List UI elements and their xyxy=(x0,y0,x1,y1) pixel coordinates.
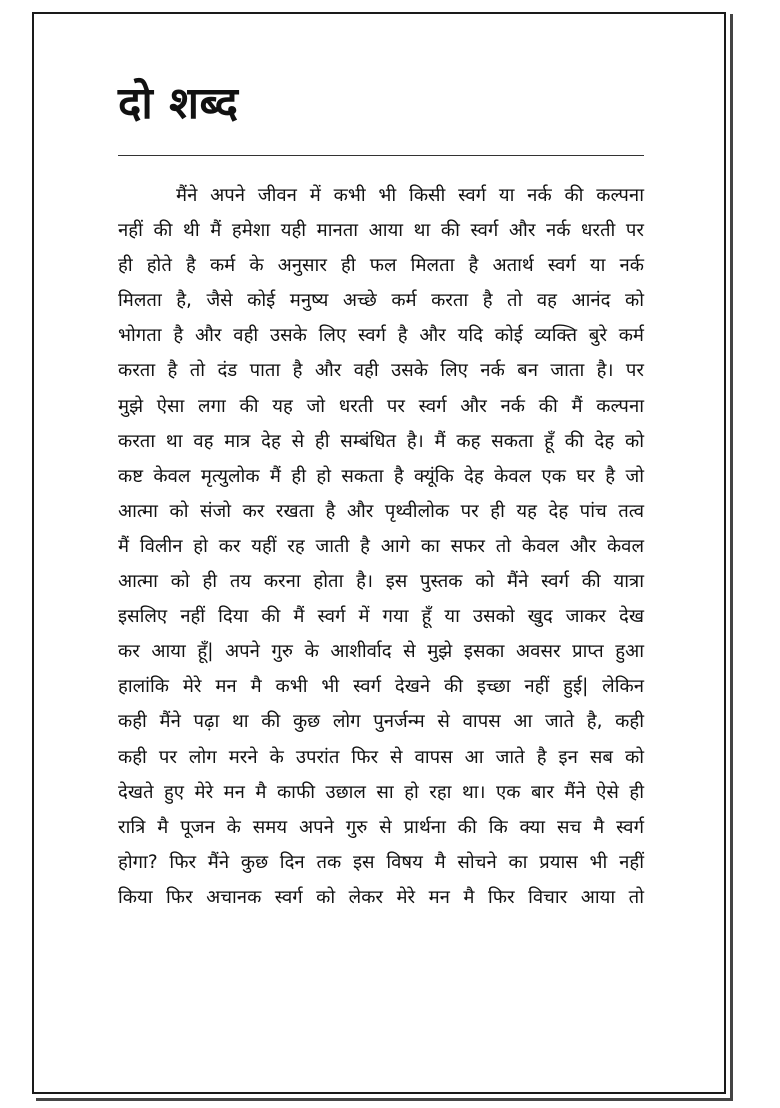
text-line: आत्मा को संजो कर रखता है और पृथ्वीलोक पर ही यह देह पांच तत्व xyxy=(118,500,644,522)
text-line: मुझे ऐसा लगा की यह जो धरती पर स्वर्ग और नर्क की मैं कल्पना xyxy=(118,395,644,417)
text-line: इसलिए नहीं दिया की मैं स्वर्ग में गया हूँ या उसको खुद जाकर देख xyxy=(118,606,644,628)
text-line: कही पर लोग मरने के उपरांत फिर से वापस आ जाते है इन सब को xyxy=(118,746,644,768)
text-line: होगा? फिर मैंने कुछ दिन तक इस विषय मै सोचने का प्रयास भी नहीं xyxy=(118,851,644,873)
text-line: किया फिर अचानक स्वर्ग को लेकर मेरे मन मै फिर विचार आया तो xyxy=(118,886,644,908)
text-line: कही मैंने पढ़ा था की कुछ लोग पुनर्जन्म से वापस आ जाते है, कही xyxy=(118,711,644,733)
text-line: मैंने अपने जीवन में कभी भी किसी स्वर्ग या नर्क की कल्पना xyxy=(176,185,644,206)
text-line: आत्मा को ही तय करना होता है। इस पुस्तक को मैंने स्वर्ग की यात्रा xyxy=(118,571,644,593)
text-line: नहीं की थी मैं हमेशा यही मानता आया था की स्वर्ग और नर्क धरती पर xyxy=(118,220,644,242)
text-line: करता था वह मात्र देह से ही सम्बंधित है। मैं कह सकता हूँ की देह को xyxy=(118,430,644,452)
body-text xyxy=(118,178,644,915)
text-line: ही होते है कर्म के अनुसार ही फल मिलता है अतार्थ स्वर्ग या नर्क xyxy=(118,255,644,277)
text-line: कष्ट केवल मृत्युलोक मैं ही हो सकता है क्यूंकि देह केवल एक घर है जो xyxy=(118,465,644,487)
text-line: कर आया हूँ| अपने गुरु के आशीर्वाद से मुझे इसका अवसर प्राप्त हुआ xyxy=(118,641,644,663)
text-line: मैं विलीन हो कर यहीं रह जाती है आगे का सफर तो केवल और केवल xyxy=(118,535,644,557)
text-line: मिलता है, जैसे कोई मनुष्य अच्छे कर्म करता है तो वह आनंद को xyxy=(118,290,644,312)
text-line: करता है तो दंड पाता है और वही उसके लिए नर्क बन जाता है। पर xyxy=(118,360,644,382)
chapter-title: दो शब्द xyxy=(118,78,239,129)
title-divider xyxy=(118,155,644,156)
text-line: रात्रि मै पूजन के समय अपने गुरु से प्रार्थना की कि क्या सच मै स्वर्ग xyxy=(118,816,644,838)
text-line: हालांकि मेरे मन मै कभी भी स्वर्ग देखने की इच्छा नहीं हुई| लेकिन xyxy=(118,676,644,698)
text-line: भोगता है और वही उसके लिए स्वर्ग है और यदि कोई व्यक्ति बुरे कर्म xyxy=(118,325,644,347)
page xyxy=(32,12,726,1094)
text-line: देखते हुए मेरे मन मै काफी उछाल सा हो रहा था। एक बार मैंने ऐसे ही xyxy=(118,781,644,803)
